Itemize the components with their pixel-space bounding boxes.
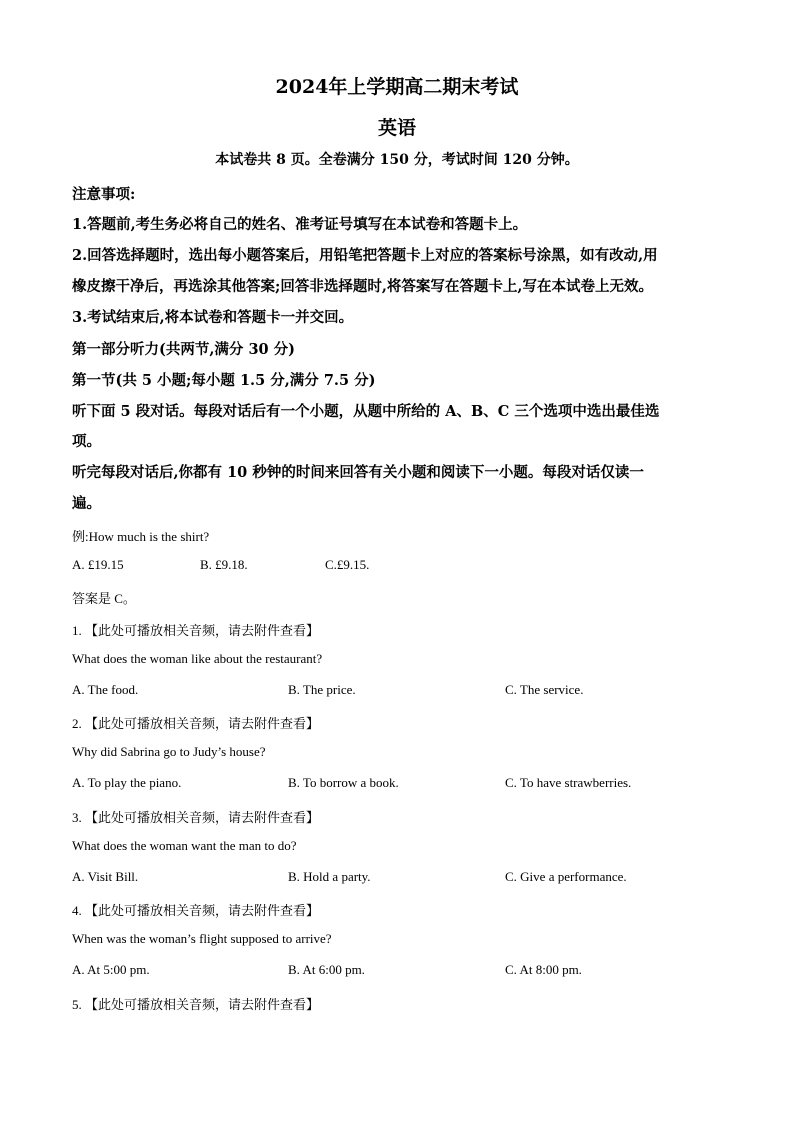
notes-item-1: 1.答题前,考生务必将自己的姓名、准考证号填写在本试卷和答题卡上。	[72, 216, 528, 233]
notes-item-2-line-2: 橡皮擦干净后，再选涂其他答案;回答非选择题时,将答案写在答题卡上,写在本试卷上无效。	[72, 278, 653, 295]
example-option-c: C.£9.15.	[325, 557, 370, 572]
question-2-audio: 2. 【此处可播放相关音频，请去附件查看】	[72, 716, 320, 731]
question-2-text: Why did Sabrina go to Judy’s house?	[72, 744, 266, 759]
example-option-b: B. £9.18.	[200, 557, 248, 572]
notes-item-2-line-1: 2.回答选择题时，选出每小题答案后，用铅笔把答题卡上对应的答案标号涂黑，如有改动,用	[72, 247, 658, 264]
question-1-text: What does the woman like about the restaurant?	[72, 651, 323, 666]
question-4-option-b: B. At 6:00 pm.	[288, 962, 365, 977]
question-4-audio: 4. 【此处可播放相关音频，请去附件查看】	[72, 903, 320, 918]
question-2-option-a: A. To play the piano.	[72, 775, 182, 790]
example-question: 例:How much is the shirt?	[72, 529, 210, 544]
question-3-audio: 3. 【此处可播放相关音频，请去附件查看】	[72, 810, 320, 825]
question-4-option-c: C. At 8:00 pm.	[505, 962, 582, 977]
question-4-option-a: A. At 5:00 pm.	[72, 962, 150, 977]
question-1-option-c: C. The service.	[505, 682, 584, 697]
question-1-option-b: B. The price.	[288, 682, 356, 697]
question-4-text: When was the woman’s flight supposed to arrive?	[72, 931, 332, 946]
question-1-option-a: A. The food.	[72, 682, 139, 697]
instruction-1-line-1: 听下面 5 段对话。每段对话后有一个小题，从题中所给的 A、B、C 三个选项中选出最佳选	[72, 403, 660, 420]
question-3-option-a: A. Visit Bill.	[72, 869, 139, 884]
exam-info: 本试卷共 8 页。全卷满分 150 分，考试时间 120 分钟。	[215, 152, 579, 168]
question-3-text: What does the woman want the man to do?	[72, 838, 297, 853]
question-3-option-c: C. Give a performance.	[505, 869, 627, 884]
exam-title: 2024年上学期高二期末考试	[275, 76, 519, 98]
question-1-audio: 1. 【此处可播放相关音频，请去附件查看】	[72, 623, 320, 638]
example-answer: 答案是 C。	[72, 591, 136, 606]
notes-heading: 注意事项:	[72, 186, 136, 203]
instruction-2-line-2: 遍。	[72, 495, 101, 512]
instruction-2-line-1: 听完每段对话后,你都有 10 秒钟的时间来回答有关小题和阅读下一小题。每段对话仅读一	[72, 464, 644, 481]
question-2-option-c: C. To have strawberries.	[505, 775, 632, 790]
subject-title: 英语	[377, 117, 416, 139]
example-option-a: A. £19.15	[72, 557, 124, 572]
question-2-option-b: B. To borrow a book.	[288, 775, 399, 790]
notes-item-3: 3.考试结束后,将本试卷和答题卡一并交回。	[72, 309, 354, 326]
part1-heading: 第一部分听力(共两节,满分 30 分)	[72, 341, 296, 358]
question-5-audio: 5. 【此处可播放相关音频，请去附件查看】	[72, 997, 320, 1012]
section1-heading: 第一节(共 5 小题;每小题 1.5 分,满分 7.5 分)	[72, 372, 376, 389]
instruction-1-line-2: 项。	[72, 433, 101, 450]
question-3-option-b: B. Hold a party.	[288, 869, 371, 884]
